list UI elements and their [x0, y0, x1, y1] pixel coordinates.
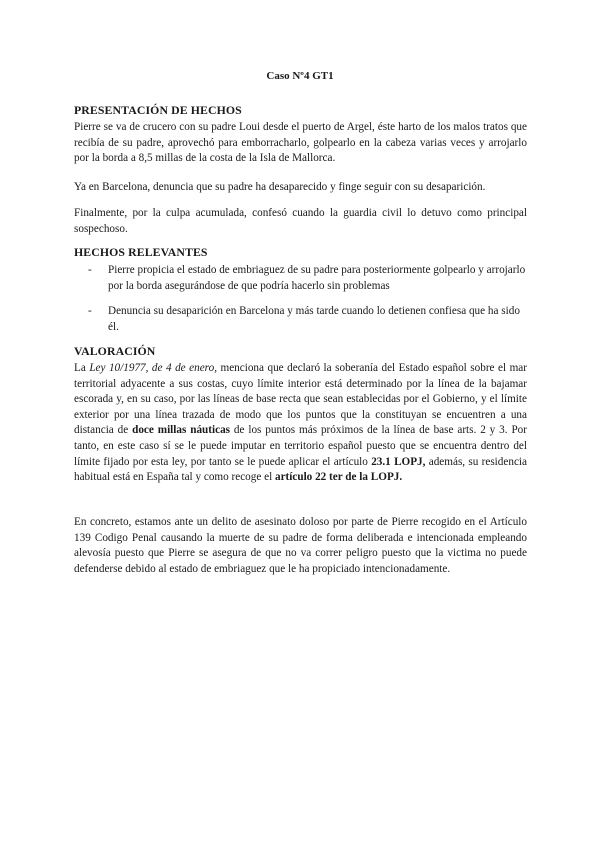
paragraph-valoracion-2: En concreto, estamos ante un delito de asesinato doloso por parte de Pierre recogido en el Artículo 139 Codigo Penal causando la muerte de su padre de forma deliberada e intencionada empleando alevosía puesto que Pierre se asegura de que no va correr peligro puesto que la victima no puede defenderse debido al estado de embriaguez que le ha propiciado intencionadamente. [74, 516, 527, 575]
bullet-dash: - [88, 264, 92, 276]
text-run: menciona que declaró la soberanía del Estado español sobre el mar territorial adyacente a sus costas, cuyo límite interior está determinado por la línea de la bajamar escorada y, en su caso, por las líneas de base recta que sean establecidas por el Gobierno, y el límite exterior por una línea trazada de modo que los puntos que la constituyan se encuentren a una distancia de [74, 362, 527, 437]
article-reference: artículo 22 ter de la LOPJ. [274, 471, 403, 484]
text-run: además, su residencia habitual está en España tal y como recoge el [74, 455, 527, 484]
list-item-text: Pierre propicia el estado de embriaguez de su padre para posteriormente golpearlo y arrojarlo por la borda asegurándose de que podría hacerlo sin problemas [108, 264, 526, 292]
text-run: de los puntos más próximos de la línea de base arts. 2 y 3. Por tanto, en este caso sí se le puede imputar en territorio español puesto que se encuentra dentro del límite fijado por esta ley, por tanto se le puede aplicar el artículo [74, 424, 527, 468]
paragraph-presentacion-1: Pierre se va de crucero con su padre Loui desde el puerto de Argel, éste harto de los malos tratos que recibía de su padre, aprovechó para emborracharlo, golpearlo en la cabeza varias veces y arrojarlo por la borda a 8,5 millas de la costa de la Isla de Mallorca. [74, 121, 527, 165]
emphasis-distance: doce millas náuticas [132, 424, 231, 437]
list-item-text: Denuncia su desaparición en Barcelona y más tarde cuando lo detienen confiesa que ha sido él. [108, 305, 520, 333]
heading-valoracion: VALORACIÓN [74, 344, 156, 358]
law-reference: Ley 10/1977, de 4 de enero, [89, 362, 217, 374]
bullet-dash: - [88, 305, 92, 317]
heading-hechos-relevantes: HECHOS RELEVANTES [74, 245, 208, 259]
paragraph-presentacion-3: Finalmente, por la culpa acumulada, confesó cuando la guardia civil lo detuvo como principal sospechoso. [74, 207, 527, 235]
list-item [88, 304, 528, 335]
article-reference: 23.1 LOPJ, [371, 455, 426, 468]
document-title: Caso Nº4 GT1 [266, 70, 334, 82]
heading-presentacion: PRESENTACIÓN DE HECHOS [74, 103, 242, 117]
list-item [88, 263, 528, 294]
paragraph-presentacion-2: Ya en Barcelona, denuncia que su padre ha desaparecido y finge seguir con su desaparición. [74, 181, 486, 193]
paragraph-valoracion-1 [74, 361, 527, 486]
text-run: La [74, 362, 90, 374]
